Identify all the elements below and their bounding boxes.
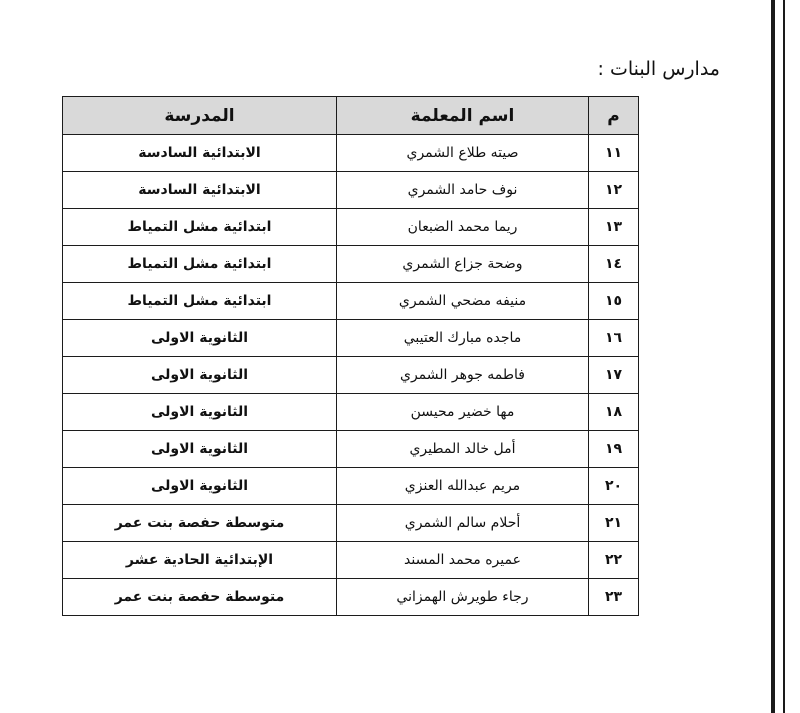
table-row [63,579,639,616]
table-row [63,135,639,172]
school-name: الابتدائية السادسة [63,172,337,209]
teacher-name: منيفه مضحي الشمري [337,283,589,320]
teacher-name: مريم عبدالله العنزي [337,468,589,505]
table-row [63,320,639,357]
row-number: ٢٣ [589,579,639,616]
header-school: المدرسة [63,97,337,135]
table-row [63,394,639,431]
table-row [63,505,639,542]
row-number: ١٧ [589,357,639,394]
teacher-name: أمل خالد المطيري [337,431,589,468]
table-row [63,357,639,394]
table-row [63,172,639,209]
school-name: الإبتدائية الحادية عشر [63,542,337,579]
school-name: الثانوية الاولى [63,394,337,431]
header-teacher-name: اسم المعلمة [337,97,589,135]
row-number: ٢٠ [589,468,639,505]
teacher-name: ريما محمد الضبعان [337,209,589,246]
table-row [63,209,639,246]
teacher-name: رجاء طويرش الهمزاني [337,579,589,616]
page-border-thin [783,0,785,713]
table-header-row [63,97,639,135]
table-row [63,283,639,320]
teacher-name: أحلام سالم الشمري [337,505,589,542]
school-name: الثانوية الاولى [63,431,337,468]
row-number: ١٤ [589,246,639,283]
school-name: الابتدائية السادسة [63,135,337,172]
school-name: الثانوية الاولى [63,357,337,394]
teacher-name: وضحة جزاع الشمري [337,246,589,283]
table-row [63,542,639,579]
table-row [63,468,639,505]
row-number: ٢٢ [589,542,639,579]
school-name: الثانوية الاولى [63,468,337,505]
school-name: متوسطة حفصة بنت عمر [63,505,337,542]
row-number: ١٥ [589,283,639,320]
teacher-name: ماجده مبارك العتيبي [337,320,589,357]
row-number: ١٢ [589,172,639,209]
teacher-name: عميره محمد المسند [337,542,589,579]
row-number: ٢١ [589,505,639,542]
school-name: متوسطة حفصة بنت عمر [63,579,337,616]
row-number: ١٨ [589,394,639,431]
teacher-name: مها خضير محيسن [337,394,589,431]
row-number: ١٩ [589,431,639,468]
teacher-name: نوف حامد الشمري [337,172,589,209]
school-name: الثانوية الاولى [63,320,337,357]
school-name: ابتدائية مشل التمياط [63,209,337,246]
teachers-table [62,96,639,616]
row-number: ١٣ [589,209,639,246]
header-number: م [589,97,639,135]
section-title: مدارس البنات : [597,58,720,80]
teacher-name: صيته طلاع الشمري [337,135,589,172]
row-number: ١١ [589,135,639,172]
row-number: ١٦ [589,320,639,357]
school-name: ابتدائية مشل التمياط [63,246,337,283]
page-border-thick [771,0,775,713]
school-name: ابتدائية مشل التمياط [63,283,337,320]
table-row [63,431,639,468]
table-row [63,246,639,283]
teacher-name: فاطمه جوهر الشمري [337,357,589,394]
